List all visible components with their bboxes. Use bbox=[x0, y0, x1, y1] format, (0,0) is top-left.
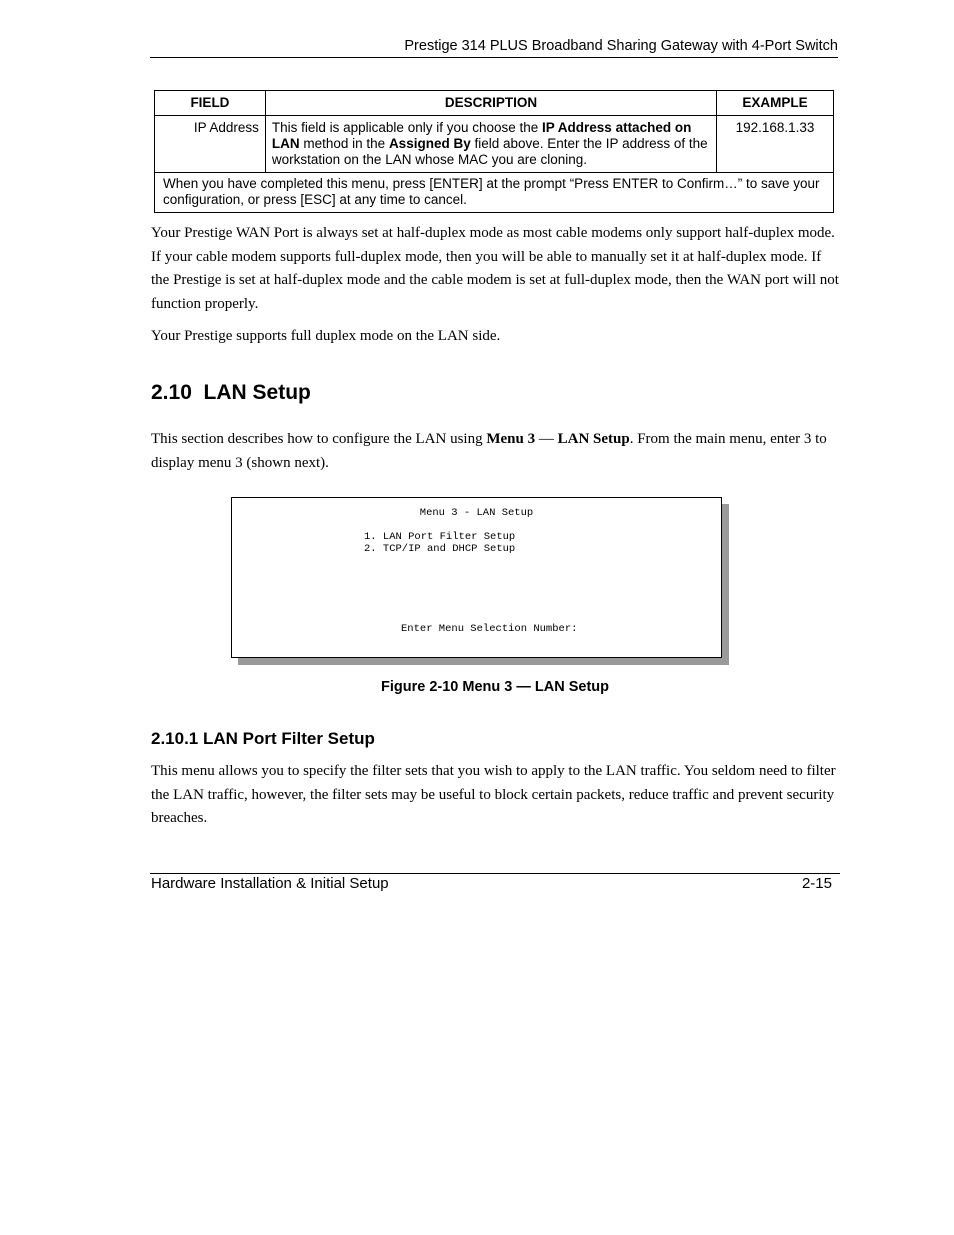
table-row bbox=[155, 116, 834, 173]
para3-text-1: This section describes how to configure the LAN using bbox=[151, 431, 487, 447]
desc-text-2: method in the bbox=[299, 136, 389, 151]
desc-bold-1: IP Address attached on LAN bbox=[271, 120, 692, 151]
table-header-row bbox=[155, 91, 834, 116]
paragraph-filter-setup: This menu allows you to specify the filter sets that you wish to apply to the LAN traffic. You seldom need to filter the LAN traffic, however, the filter sets may be useful to block certain packets, reduce traffic and prevent security breaches. bbox=[151, 763, 836, 826]
screen-prompt: Enter Menu Selection Number: bbox=[401, 623, 578, 635]
para3-text-2: . From the main menu, enter 3 to display menu 3 (shown next). bbox=[151, 431, 827, 471]
paragraph-wan-duplex: Your Prestige WAN Port is always set at half-duplex mode as most cable modems only support half-duplex mode. If your cable modem supports full-duplex mode, then you will be able to manually set it at half-duplex mode. If the Prestige is set at half-duplex mode and the cable modem is set at full-duplex mode, then the WAN port will not function properly. bbox=[151, 225, 839, 312]
table-header-example: EXAMPLE bbox=[717, 91, 834, 116]
screen-menu-item-2: 2. TCP/IP and DHCP Setup bbox=[364, 543, 516, 555]
footer-page-number: 2-15 bbox=[801, 875, 832, 892]
header-rule bbox=[150, 57, 838, 58]
table-note-row bbox=[155, 173, 834, 213]
screen-menu-item-1: 1. LAN Port Filter Setup bbox=[364, 531, 516, 543]
field-table bbox=[154, 90, 834, 213]
figure-caption: Figure 2-10 Menu 3 — LAN Setup bbox=[381, 679, 609, 695]
field-name-cell: IP Address bbox=[155, 116, 266, 173]
table-header-field: FIELD bbox=[155, 91, 266, 116]
table-header-description: DESCRIPTION bbox=[265, 91, 716, 116]
example-cell: 192.168.1.33 bbox=[717, 116, 834, 173]
footer-chapter-title: Hardware Installation & Initial Setup bbox=[151, 875, 389, 892]
subsection-heading: 2.10.1 LAN Port Filter Setup bbox=[151, 729, 375, 748]
footer-rule bbox=[150, 873, 840, 874]
menu-screen bbox=[231, 497, 722, 658]
running-header: Prestige 314 PLUS Broadband Sharing Gateway with 4-Port Switch bbox=[404, 38, 838, 54]
table-note: When you have completed this menu, press [ENTER] at the prompt “Press ENTER to Confirm…” to save your configuration, or press [ESC] at any time to cancel. bbox=[155, 173, 834, 213]
desc-text-1: This field is applicable only if you choose the bbox=[271, 120, 543, 135]
desc-text-3: field above. Enter the IP address of the workstation on the LAN whose MAC you are cloning. bbox=[271, 136, 708, 167]
paragraph-lan-duplex: Your Prestige supports full duplex mode on the LAN side. bbox=[151, 328, 501, 344]
section-heading: 2.10 LAN Setup bbox=[151, 381, 311, 404]
para3-bold-menu: Menu 3 bbox=[486, 431, 536, 447]
para3-bold-lan-setup: LAN Setup bbox=[557, 431, 630, 447]
desc-bold-2: Assigned By bbox=[388, 136, 471, 151]
paragraph-lan-intro bbox=[151, 428, 839, 475]
screen-title: Menu 3 - LAN Setup bbox=[419, 507, 534, 519]
description-cell bbox=[265, 116, 716, 173]
para3-dash: — bbox=[535, 431, 558, 447]
